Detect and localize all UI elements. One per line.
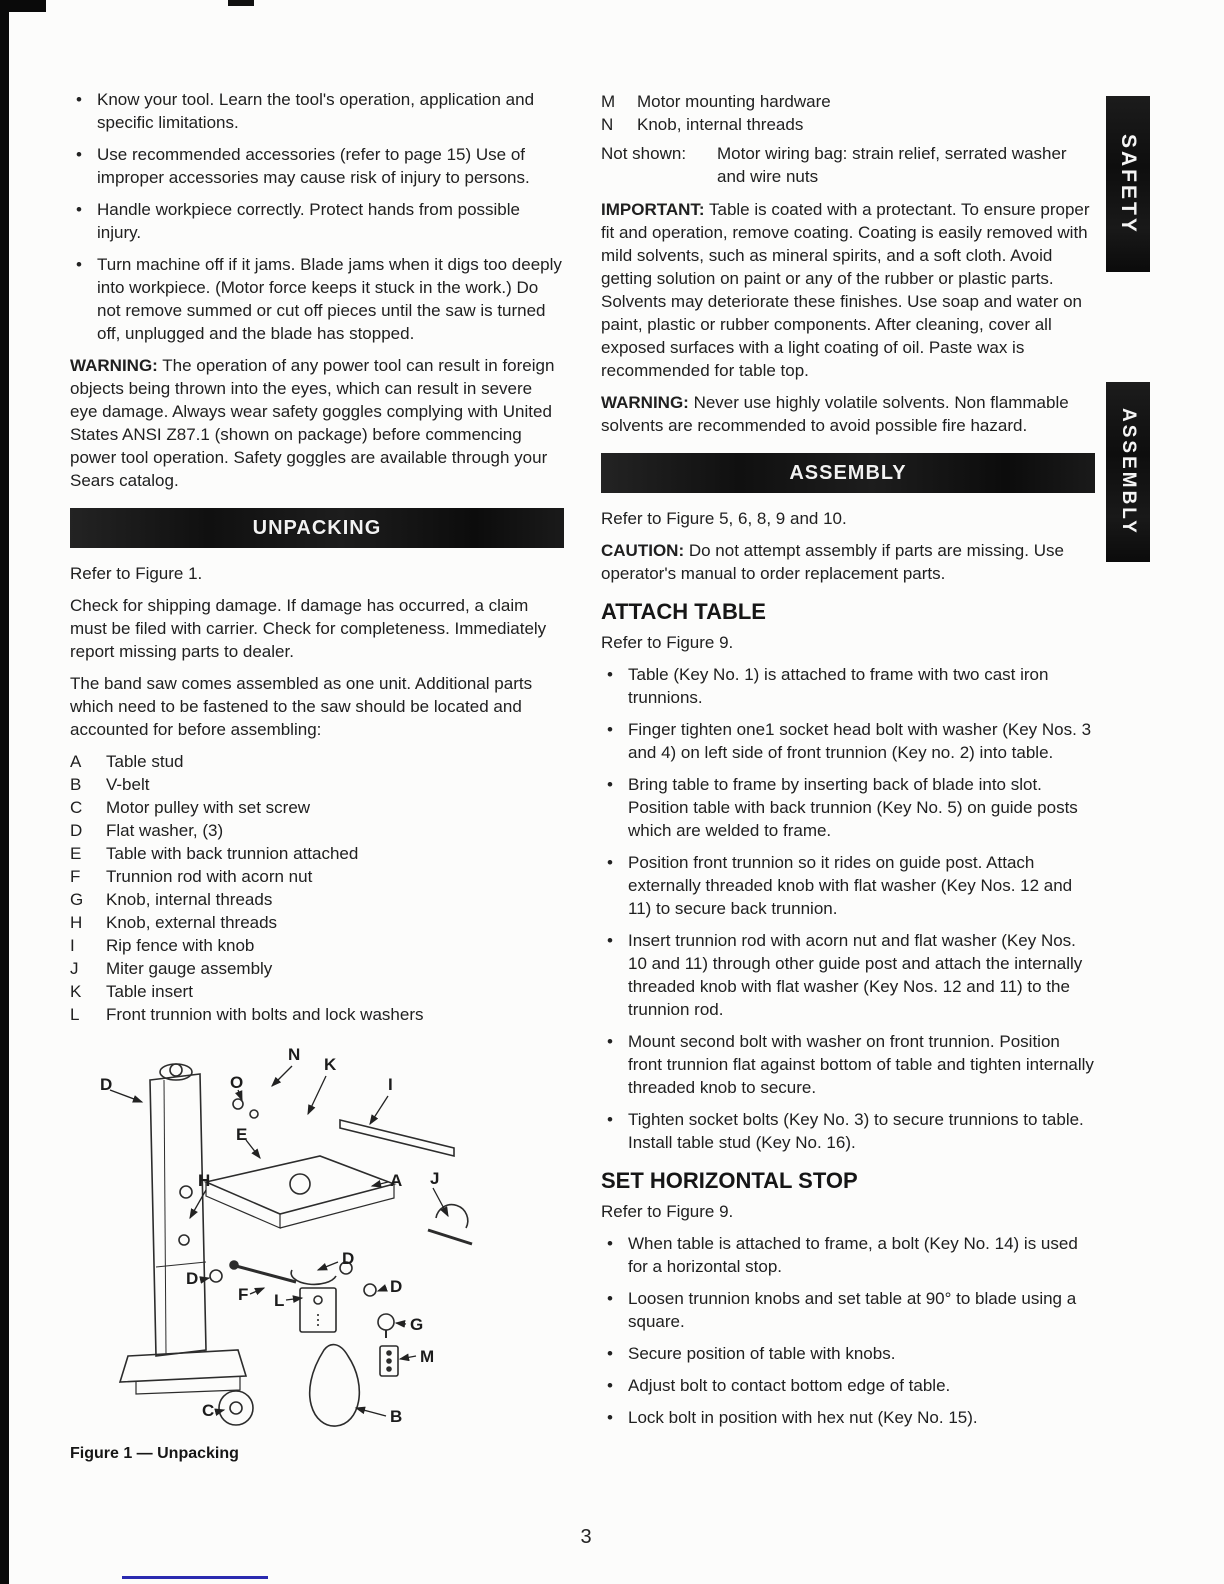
part-desc: Motor pulley with set screw <box>106 798 311 817</box>
scan-edge-strip <box>0 0 9 1584</box>
part-key: H <box>70 913 83 932</box>
figure-caption: Figure 1 — Unpacking <box>70 1445 239 1462</box>
unpacking-banner: UNPACKING <box>70 508 564 548</box>
refer-figure-9: Refer to Figure 9. <box>601 633 734 652</box>
list-item: • Tighten socket bolts (Key No. 3) to secure trunnions to table. Install table stud (Key No. 16). <box>601 1108 1095 1154</box>
figure-label: I <box>388 1075 393 1094</box>
list-item: • Finger tighten one1 socket head bolt with washer (Key Nos. 3 and 4) on left side of front trunnion (Key no. 2) into table. <box>601 718 1095 764</box>
part-desc: Table with back trunnion attached <box>106 844 359 863</box>
warning-label: WARNING: <box>70 356 158 375</box>
caution-label: CAUTION: <box>601 541 685 560</box>
part-desc: Knob, internal threads <box>637 115 804 134</box>
list-item <box>70 934 564 957</box>
list-item: • Bring table to frame by inserting back of blade into slot. Position table with back trunnion (Key No. 5) on guide posts which are welded to frame. <box>601 773 1095 842</box>
figure-label: M <box>420 1347 435 1366</box>
refer-assembly-figures: Refer to Figure 5, 6, 8, 9 and 10. <box>601 509 847 528</box>
caution-text: Do not attempt assembly if parts are missing. Use operator's manual to order replacement parts. <box>601 541 1064 583</box>
part-desc: Motor mounting hardware <box>637 92 831 111</box>
list-item: • Insert trunnion rod with acorn nut and flat washer (Key Nos. 10 and 11) through other guide post and attach the internally threaded knob with flat washer (Key Nos. 12 and 11) to the trunnion rod. <box>601 929 1095 1021</box>
list-item: • Lock bolt in position with hex nut (Key No. 15). <box>601 1406 1095 1429</box>
warning-paragraph <box>70 354 564 492</box>
scan-corner-artifact <box>0 0 46 12</box>
list-item <box>70 1003 564 1026</box>
figure-label: J <box>430 1169 440 1188</box>
part-key: G <box>70 890 84 909</box>
figure-label: K <box>324 1055 337 1074</box>
important-text: Table is coated with a protectant. To ensure proper fit and operation, remove coating. Coating is easily removed with mild solvents, such as mineral spirits, and a soft cloth. Avoid getting solution on paint or any of the rubber or plastic parts. Solvents may deteriorate these finishes. Use soap and water on paint, plastic or rubber components. After cleaning, cover all exposed surfaces with a light coating of oil. Paste wax is recommended for table top. <box>601 200 1090 380</box>
scan-bottom-line <box>122 1576 268 1579</box>
part-key: K <box>70 982 82 1001</box>
warning-label: WARNING: <box>601 393 689 412</box>
list-item <box>601 113 1095 136</box>
figure-1-unpacking-diagram <box>70 1032 564 1465</box>
list-item <box>70 865 564 888</box>
part-key: B <box>70 775 82 794</box>
not-shown-label: Not shown: <box>601 144 687 163</box>
part-key: J <box>70 959 79 978</box>
part-desc: Table stud <box>106 752 184 771</box>
safety-bullet-list <box>70 88 564 345</box>
list-item <box>70 750 564 773</box>
attach-table-heading: ATTACH TABLE <box>601 599 766 624</box>
not-shown-note <box>601 142 1095 188</box>
list-item: • When table is attached to frame, a bolt (Key No. 14) is used for a horizontal stop. <box>601 1232 1095 1278</box>
warning-text: Never use highly volatile solvents. Non flammable solvents are recommended to avoid possible fire hazard. <box>601 393 1069 435</box>
part-desc: Flat washer, (3) <box>106 821 224 840</box>
part-desc: Trunnion rod with acorn nut <box>106 867 313 886</box>
bandsaw-exploded-drawing <box>88 1032 538 1432</box>
refer-figure-9b: Refer to Figure 9. <box>601 1202 734 1221</box>
list-item: • Loosen trunnion knobs and set table at 90° to blade using a square. <box>601 1287 1095 1333</box>
part-key: M <box>601 92 616 111</box>
set-horizontal-stop-heading: SET HORIZONTAL STOP <box>601 1168 858 1193</box>
part-key: F <box>70 867 81 886</box>
list-item: • Mount second bolt with washer on front trunnion. Position front trunnion flat against bottom of table and tighten internally threaded knob to secure. <box>601 1030 1095 1099</box>
list-item: • Turn machine off if it jams. Blade jams when it digs too deeply into workpiece. (Motor force keeps it stuck in the work.) Do not remove summed or cut off pieces until the saw is turned off, unplugged and the blade has stopped. <box>70 253 564 345</box>
part-desc: Knob, external threads <box>106 913 278 932</box>
part-key: A <box>70 752 82 771</box>
figure-label: C <box>202 1401 215 1420</box>
important-paragraph <box>601 198 1095 382</box>
part-key: D <box>70 821 83 840</box>
list-item <box>70 842 564 865</box>
list-item <box>70 911 564 934</box>
side-tab-assembly: ASSEMBLY <box>1106 382 1150 562</box>
part-key: N <box>601 115 614 134</box>
list-item: • Position front trunnion so it rides on guide post. Attach externally threaded knob with flat washer (Key Nos. 12 and 11) to secure back trunnion. <box>601 851 1095 920</box>
assembly-banner: ASSEMBLY <box>601 453 1095 493</box>
figure-label: E <box>236 1125 248 1144</box>
figure-label: G <box>410 1315 424 1334</box>
list-item: • Table (Key No. 1) is attached to frame with two cast iron trunnions. <box>601 663 1095 709</box>
side-tab-safety: SAFETY <box>1106 96 1150 272</box>
refer-figure-1: Refer to Figure 1. <box>70 564 203 583</box>
assembled-unit-paragraph: The band saw comes assembled as one unit. Additional parts which need to be fastened to the saw should be located and accounted for before assembling: <box>70 674 533 739</box>
page-number: 3 <box>580 1526 592 1548</box>
figure-label: A <box>390 1171 403 1190</box>
attach-table-bullet-list <box>601 663 1095 1154</box>
list-item <box>601 90 1095 113</box>
scan-top-artifact <box>228 0 254 6</box>
horizontal-stop-bullet-list <box>601 1232 1095 1429</box>
important-label: IMPORTANT: <box>601 200 705 219</box>
list-item: • Know your tool. Learn the tool's operation, application and specific limitations. <box>70 88 564 134</box>
shipping-damage-paragraph: Check for shipping damage. If damage has occurred, a claim must be filed with carrier. Check for completeness. Immediately report missing parts to dealer. <box>70 596 547 661</box>
figure-label: D <box>100 1075 113 1094</box>
list-item <box>70 980 564 1003</box>
figure-label: L <box>274 1291 285 1310</box>
list-item: • Adjust bolt to contact bottom edge of table. <box>601 1374 1095 1397</box>
part-key: I <box>70 936 75 955</box>
list-item <box>70 773 564 796</box>
part-key: C <box>70 798 83 817</box>
parts-list <box>70 750 564 1026</box>
figure-label: D <box>342 1249 355 1268</box>
list-item: • Handle workpiece correctly. Protect hands from possible injury. <box>70 198 564 244</box>
parts-list-continued <box>601 90 1095 136</box>
figure-label: N <box>288 1045 301 1064</box>
not-shown-text: Motor wiring bag: strain relief, serrated washer and wire nuts <box>717 144 1067 186</box>
figure-label: F <box>238 1285 249 1304</box>
list-item <box>70 796 564 819</box>
part-desc: Table insert <box>106 982 193 1001</box>
caution-paragraph <box>601 539 1095 585</box>
figure-label: O <box>230 1073 244 1092</box>
part-key: E <box>70 844 82 863</box>
part-desc: V-belt <box>106 775 150 794</box>
warning-text: The operation of any power tool can result in foreign objects being thrown into the eyes, which can result in severe eye damage. Always wear safety goggles complying with United States ANSI Z87.1 (shown on package) before commencing power tool operation. Safety goggles are available through your Sears catalog. <box>70 356 555 490</box>
part-key: L <box>70 1005 80 1024</box>
list-item <box>70 957 564 980</box>
list-item: • Secure position of table with knobs. <box>601 1342 1095 1365</box>
left-column <box>70 88 564 1465</box>
part-desc: Rip fence with knob <box>106 936 255 955</box>
warning-paragraph <box>601 391 1095 437</box>
part-desc: Miter gauge assembly <box>106 959 273 978</box>
part-desc: Front trunnion with bolts and lock washers <box>106 1005 424 1024</box>
right-column <box>601 88 1095 1438</box>
list-item <box>70 888 564 911</box>
figure-label: B <box>390 1407 403 1426</box>
figure-label: D <box>186 1269 199 1288</box>
part-desc: Knob, internal threads <box>106 890 273 909</box>
figure-label: H <box>198 1171 211 1190</box>
figure-label: D <box>390 1277 403 1296</box>
list-item: • Use recommended accessories (refer to page 15) Use of improper accessories may cause risk of injury to persons. <box>70 143 564 189</box>
list-item <box>70 819 564 842</box>
